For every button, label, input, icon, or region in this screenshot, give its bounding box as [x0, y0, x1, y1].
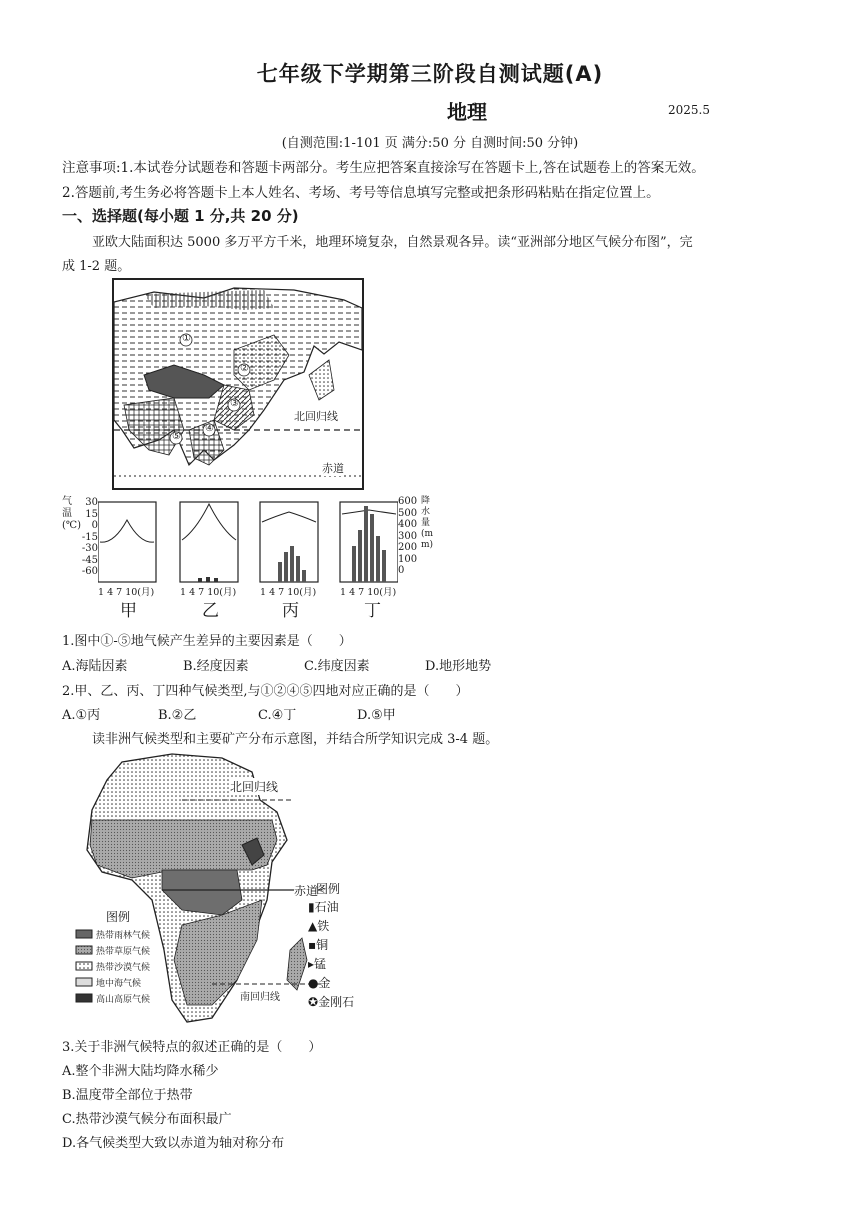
- question-2-stem: 2.甲、乙、丙、丁四种气候类型,与①②④⑤四地对应正确的是（ ）: [62, 684, 469, 699]
- month-ticks-1: 1 4 7 10(月): [98, 587, 155, 598]
- region-mark-3: ③: [230, 398, 239, 409]
- temp-ticks: [76, 497, 98, 578]
- precip-tick: 400: [398, 519, 418, 530]
- month-ticks-2: 1 4 7 10(月): [180, 587, 237, 598]
- legend-tropical-desert: 热带沙漠气候: [96, 963, 151, 973]
- tropic-label: 北回归线: [294, 410, 338, 423]
- question-2-option-d: D.⑤甲: [357, 708, 396, 723]
- exam-title: 七年级下学期第三阶段自测试题(A): [256, 62, 604, 86]
- legend-copper: 铜: [316, 938, 329, 952]
- subject-title: 地理: [447, 100, 487, 124]
- africa-equator-label: 赤道: [294, 884, 319, 898]
- africa-climate-map: [62, 750, 382, 1030]
- asia-climate-map: [112, 278, 364, 490]
- temp-tick: 0: [91, 520, 98, 531]
- region-mark-2: ②: [240, 363, 249, 374]
- chart-name-yi: 乙: [202, 601, 219, 621]
- temp-tick: -15: [81, 531, 98, 543]
- precip-tick: 200: [398, 542, 418, 553]
- question-1-option-d: D.地形地势: [425, 659, 492, 674]
- africa-tropic-n-label: 北回归线: [230, 780, 279, 794]
- region-mark-1: ①: [182, 333, 191, 344]
- legend-manganese: 锰: [314, 957, 327, 971]
- question-2-option-a: A.①丙: [62, 708, 101, 723]
- intro-1b: 成 1-2 题。: [62, 259, 131, 274]
- question-1-option-a: A.海陆因素: [62, 659, 128, 674]
- chart-name-jia: 甲: [120, 601, 137, 621]
- precip-tick: 500: [398, 507, 418, 519]
- climate-charts: [62, 494, 434, 622]
- diamond-icon: ✪: [308, 995, 319, 1009]
- legend-tropical-savanna: 热带草原气候: [96, 947, 151, 957]
- chart-name-bing: 丙: [282, 601, 299, 621]
- climate-legend-title: 图例: [106, 910, 131, 924]
- temp-axis-label: 气温(℃): [62, 496, 81, 531]
- question-3-option-c: C.热带沙漠气候分布面积最广: [62, 1112, 232, 1127]
- legend-gold: 金: [318, 976, 331, 990]
- month-ticks-3: 1 4 7 10(月): [260, 587, 317, 598]
- africa-tropic-s-label: 南回归线: [240, 988, 280, 1003]
- question-1-option-b: B.经度因素: [183, 659, 249, 674]
- intro-2: 读非洲气候类型和主要矿产分布示意图，并结合所学知识完成 3-4 题。: [92, 732, 499, 747]
- precip-axis-label: 降水量(mm): [421, 496, 434, 550]
- question-1-option-c: C.纬度因素: [304, 659, 370, 674]
- asia-map-graphic: [114, 280, 362, 488]
- iron-icon: ▲: [308, 919, 318, 933]
- equator-label: 赤道: [322, 462, 344, 475]
- oil-icon: ▮: [308, 900, 315, 914]
- legend-diamond: 金刚石: [318, 995, 355, 1009]
- climate-chart-graphics: [98, 500, 398, 584]
- temp-tick: 30: [85, 497, 98, 508]
- copper-icon: ▪: [308, 938, 317, 952]
- question-2-option-b: B.②乙: [158, 708, 197, 723]
- region-mark-5: ⑤: [172, 431, 181, 442]
- chart-name-ding: 丁: [364, 601, 381, 621]
- legend-highland: 高山高原气候: [96, 995, 151, 1005]
- manganese-icon: ▸: [308, 957, 315, 971]
- climate-legend: [96, 928, 150, 1008]
- legend-mediterranean: 地中海气候: [96, 979, 142, 989]
- exam-scope: (自测范围:1-101 页 满分:50 分 自测时间:50 分钟): [281, 136, 579, 151]
- mineral-legend-title: 图例: [316, 882, 341, 896]
- question-2-option-c: C.④丁: [258, 708, 297, 723]
- month-ticks-4: 1 4 7 10(月): [340, 587, 397, 598]
- mineral-legend: [308, 898, 354, 1012]
- gold-icon: ●: [308, 976, 319, 990]
- temp-tick: -60: [81, 566, 98, 577]
- precip-tick: 100: [398, 553, 418, 565]
- legend-iron: 铁: [317, 919, 330, 933]
- temp-tick: -30: [81, 543, 98, 554]
- section-heading: 一、选择题(每小题 1 分,共 20 分): [62, 207, 299, 225]
- question-3-stem: 3.关于非洲气候特点的叙述正确的是（ ）: [62, 1040, 322, 1055]
- precip-tick: 0: [398, 565, 405, 576]
- question-3-option-a: A.整个非洲大陆均降水稀少: [62, 1064, 219, 1079]
- question-3-option-b: B.温度带全部位于热带: [62, 1088, 193, 1103]
- legend-oil: 石油: [314, 900, 339, 914]
- question-3-option-d: D.各气候类型大致以赤道为轴对称分布: [62, 1136, 285, 1151]
- temp-tick: 15: [85, 508, 98, 520]
- precip-tick: 300: [398, 530, 418, 542]
- region-mark-4: ④: [205, 423, 214, 434]
- notes-line-2: 2.答题前,考生务必将答题卡上本人姓名、考场、考号等信息填写完整或把条形码粘贴在指定位置上。: [62, 185, 660, 201]
- question-1-stem: 1.图中①-⑤地气候产生差异的主要因素是（ ）: [62, 634, 352, 649]
- precip-tick: 600: [398, 496, 418, 507]
- exam-date: 2025.5: [668, 103, 710, 117]
- notes-line-1: 注意事项:1.本试卷分试题卷和答题卡两部分。考生应把答案直接涂写在答题卡上,答在试题卷上的答案无效。: [62, 160, 705, 176]
- temp-tick: -45: [81, 554, 98, 566]
- intro-1a: 亚欧大陆面积达 5000 多万平方千米，地理环境复杂，自然景观各异。读“亚洲部分地区气候分布图”，完: [92, 235, 693, 250]
- legend-tropical-rainforest: 热带雨林气候: [96, 931, 151, 941]
